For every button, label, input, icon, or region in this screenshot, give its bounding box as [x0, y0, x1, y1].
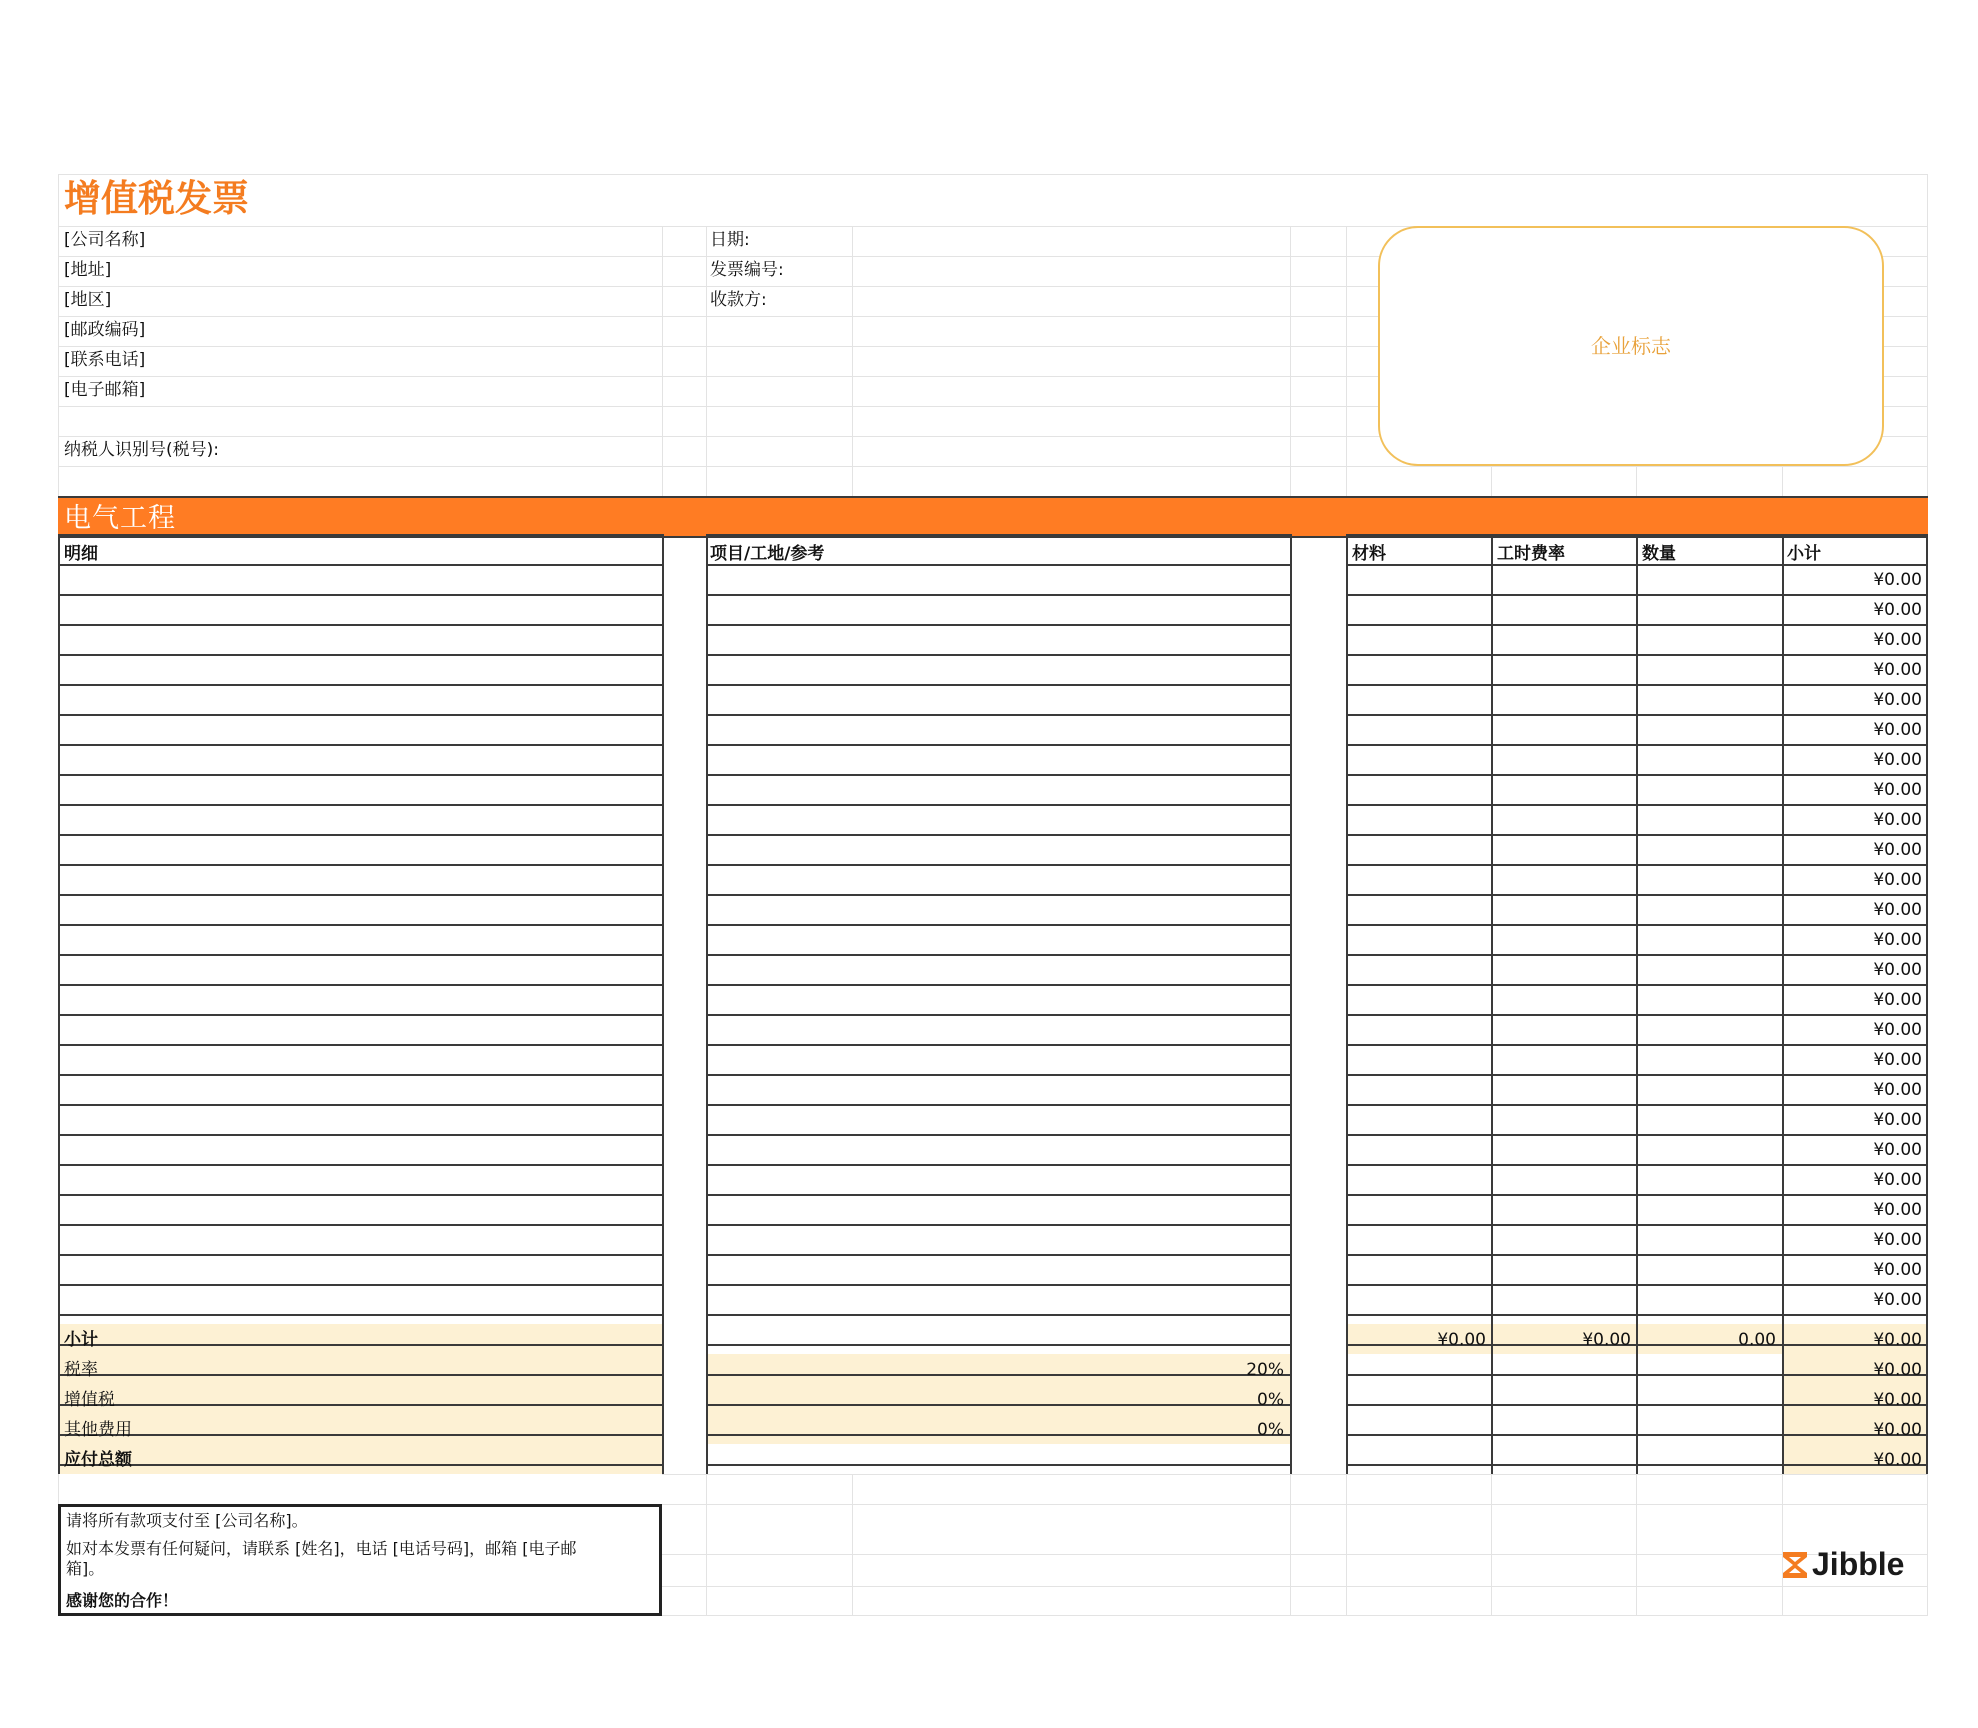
table-row-line — [58, 954, 662, 956]
summary-vat-value[interactable]: 0% — [1257, 1390, 1284, 1410]
table-row-line — [58, 624, 662, 626]
row-subtotal-cell[interactable]: ¥0.00 — [1873, 900, 1922, 920]
row-subtotal-cell[interactable]: ¥0.00 — [1873, 1230, 1922, 1250]
summary-due-label[interactable]: 应付总额 — [64, 1450, 132, 1470]
email-cell[interactable]: [电子邮箱] — [64, 380, 146, 400]
table-row-line — [58, 1404, 662, 1406]
col-header-quantity[interactable]: 数量 — [1642, 544, 1676, 564]
table-row-line — [58, 1374, 662, 1376]
row-subtotal-cell[interactable]: ¥0.00 — [1873, 810, 1922, 830]
row-subtotal-cell[interactable]: ¥0.00 — [1873, 1050, 1922, 1070]
logo-placeholder-text: 企业标志 — [1591, 334, 1671, 358]
grid-line — [58, 174, 1928, 175]
summary-vat-total[interactable]: ¥0.00 — [1873, 1390, 1922, 1410]
row-subtotal-cell[interactable]: ¥0.00 — [1873, 1290, 1922, 1310]
company-logo-placeholder[interactable] — [1378, 226, 1884, 466]
col-header-materials[interactable]: 材料 — [1352, 544, 1386, 564]
grid-line — [1346, 226, 1347, 496]
table-row-line — [706, 1014, 1290, 1016]
table-row-line — [58, 1164, 662, 1166]
notes-line-1: 请将所有款项支付至 [公司名称]。 — [66, 1511, 308, 1530]
col-header-project[interactable]: 项目/工地/参考 — [710, 544, 825, 564]
row-subtotal-cell[interactable]: ¥0.00 — [1873, 990, 1922, 1010]
payee-label[interactable]: 收款方: — [710, 290, 767, 310]
phone-cell[interactable]: [联系电话] — [64, 350, 146, 370]
col-header-hourly-rate[interactable]: 工时费率 — [1497, 544, 1565, 564]
payment-notes-box[interactable] — [58, 1504, 662, 1616]
row-subtotal-cell[interactable]: ¥0.00 — [1873, 960, 1922, 980]
table-row-line — [58, 1344, 662, 1346]
row-subtotal-cell[interactable]: ¥0.00 — [1873, 1110, 1922, 1130]
table-row-line — [58, 1284, 662, 1286]
table-row-line — [706, 654, 1290, 656]
table-row-line — [58, 654, 662, 656]
table-col-line — [58, 534, 60, 1474]
table-row-line — [706, 1134, 1290, 1136]
summary-subtotal-label[interactable]: 小计 — [64, 1330, 98, 1350]
table-row-line — [58, 984, 662, 986]
summary-other-label[interactable]: 其他费用 — [64, 1420, 132, 1440]
invoice-sheet — [58, 174, 1928, 1616]
grid-line — [58, 466, 1928, 467]
table-row-line — [706, 624, 1290, 626]
summary-hourly-value[interactable]: ¥0.00 — [1582, 1330, 1631, 1350]
table-row-line — [706, 1314, 1290, 1316]
table-row-line — [706, 1464, 1290, 1466]
table-row-line — [58, 1044, 662, 1046]
table-row-line — [58, 1224, 662, 1226]
table-row-line — [706, 804, 1290, 806]
table-row-line — [58, 924, 662, 926]
row-subtotal-cell[interactable]: ¥0.00 — [1873, 1020, 1922, 1040]
address-cell[interactable]: [地址] — [64, 260, 112, 280]
table-row-line — [58, 1074, 662, 1076]
table-row-line — [58, 834, 662, 836]
table-row-line — [706, 984, 1290, 986]
table-row-line — [58, 594, 662, 596]
table-row-line — [58, 684, 662, 686]
postcode-cell[interactable]: [邮政编码] — [64, 320, 146, 340]
table-row-line — [706, 1194, 1290, 1196]
row-subtotal-cell[interactable]: ¥0.00 — [1873, 1260, 1922, 1280]
summary-due-total[interactable]: ¥0.00 — [1873, 1450, 1922, 1470]
table-row-line — [706, 1254, 1290, 1256]
table-row-line — [706, 834, 1290, 836]
grid-line — [1290, 226, 1291, 496]
table-row-line — [58, 1104, 662, 1106]
row-subtotal-cell[interactable]: ¥0.00 — [1873, 690, 1922, 710]
table-row-line — [706, 1074, 1290, 1076]
table-row-line — [58, 1434, 662, 1436]
table-row-line — [58, 1464, 662, 1466]
summary-other-value[interactable]: 0% — [1257, 1420, 1284, 1440]
table-row-line — [58, 1014, 662, 1016]
table-row-line — [706, 1224, 1290, 1226]
row-subtotal-cell[interactable]: ¥0.00 — [1873, 600, 1922, 620]
table-row-line — [58, 894, 662, 896]
table-row-line — [706, 594, 1290, 596]
summary-tax-rate-label[interactable]: 税率 — [64, 1360, 98, 1380]
row-subtotal-cell[interactable]: ¥0.00 — [1873, 930, 1922, 950]
notes-line-2b: 箱]。 — [66, 1559, 105, 1578]
table-row-line — [706, 564, 1290, 566]
section-header-band — [58, 496, 1928, 538]
table-row-line — [706, 774, 1290, 776]
table-row-line — [706, 1284, 1290, 1286]
table-row-line — [58, 1314, 662, 1316]
grid-line — [662, 226, 663, 496]
invoice-title[interactable]: 增值税发票 — [64, 177, 249, 220]
summary-vat-label[interactable]: 增值税 — [64, 1390, 115, 1410]
row-subtotal-cell[interactable]: ¥0.00 — [1873, 840, 1922, 860]
table-row-line — [706, 684, 1290, 686]
table-row-line — [58, 744, 662, 746]
table-col-line — [1290, 534, 1292, 1474]
jibble-hourglass-icon — [1781, 1550, 1809, 1580]
grid-line — [852, 1474, 853, 1616]
table-col-line — [1926, 534, 1928, 1474]
table-row-line — [706, 864, 1290, 866]
jibble-wordmark: Jibble — [1812, 1546, 1905, 1582]
row-subtotal-cell[interactable]: ¥0.00 — [1873, 1170, 1922, 1190]
invoice-number-label[interactable]: 发票编号: — [710, 260, 784, 280]
table-row-line — [58, 1134, 662, 1136]
summary-tax-rate-value[interactable]: 20% — [1246, 1360, 1284, 1380]
summary-subtotal-total[interactable]: ¥0.00 — [1873, 1330, 1922, 1350]
table-row-line — [706, 894, 1290, 896]
row-subtotal-cell[interactable]: ¥0.00 — [1873, 780, 1922, 800]
date-label[interactable]: 日期: — [710, 230, 750, 250]
table-row-line — [706, 1104, 1290, 1106]
grid-line — [1782, 1474, 1783, 1616]
col-header-detail[interactable]: 明细 — [64, 544, 98, 564]
grid-line — [1491, 1474, 1492, 1616]
row-subtotal-cell[interactable]: ¥0.00 — [1873, 660, 1922, 680]
table-row-line — [58, 774, 662, 776]
table-col-line — [662, 534, 664, 1474]
grid-line — [1346, 1474, 1347, 1616]
row-subtotal-cell[interactable]: ¥0.00 — [1873, 1080, 1922, 1100]
table-row-line — [58, 564, 662, 566]
summary-materials-value[interactable]: ¥0.00 — [1437, 1330, 1486, 1350]
table-row-line — [58, 534, 662, 536]
tax-id-label[interactable]: 纳税人识别号(税号): — [64, 440, 219, 460]
col-header-subtotal[interactable]: 小计 — [1787, 544, 1821, 564]
row-subtotal-cell[interactable]: ¥0.00 — [1873, 630, 1922, 650]
table-col-line — [706, 534, 708, 1474]
region-cell[interactable]: [地区] — [64, 290, 112, 310]
grid-line — [852, 226, 853, 496]
row-subtotal-cell[interactable]: ¥0.00 — [1873, 1140, 1922, 1160]
row-subtotal-cell[interactable]: ¥0.00 — [1873, 570, 1922, 590]
table-row-line — [706, 924, 1290, 926]
notes-line-2a: 如对本发票有任何疑问，请联系 [姓名]，电话 [电话号码]，邮箱 [电子邮 — [66, 1539, 577, 1558]
table-row-line — [58, 804, 662, 806]
summary-quantity-value[interactable]: 0.00 — [1738, 1330, 1776, 1350]
table-row-line — [58, 1254, 662, 1256]
section-title[interactable]: 电气工程 — [64, 503, 176, 534]
table-row-line — [706, 714, 1290, 716]
table-row-line — [706, 1044, 1290, 1046]
grid-line — [1636, 1474, 1637, 1616]
summary-tax-rate-total[interactable]: ¥0.00 — [1873, 1360, 1922, 1380]
table-row-line — [706, 744, 1290, 746]
table-row-line — [706, 1164, 1290, 1166]
table-row-line — [58, 1194, 662, 1196]
row-subtotal-cell[interactable]: ¥0.00 — [1873, 1200, 1922, 1220]
grid-line — [706, 226, 707, 496]
table-row-line — [706, 534, 1290, 536]
table-row-line — [58, 714, 662, 716]
summary-label-fill — [58, 1324, 662, 1474]
table-row-line — [706, 954, 1290, 956]
table-row-line — [706, 1344, 1290, 1346]
grid-line — [1290, 1474, 1291, 1616]
table-row-line — [58, 864, 662, 866]
row-subtotal-cell[interactable]: ¥0.00 — [1873, 750, 1922, 770]
notes-line-3: 感谢您的合作！ — [66, 1591, 179, 1610]
grid-line — [706, 1474, 707, 1616]
row-subtotal-cell[interactable]: ¥0.00 — [1873, 720, 1922, 740]
row-subtotal-cell[interactable]: ¥0.00 — [1873, 870, 1922, 890]
summary-other-total[interactable]: ¥0.00 — [1873, 1420, 1922, 1440]
company-name-cell[interactable]: [公司名称] — [64, 230, 146, 250]
